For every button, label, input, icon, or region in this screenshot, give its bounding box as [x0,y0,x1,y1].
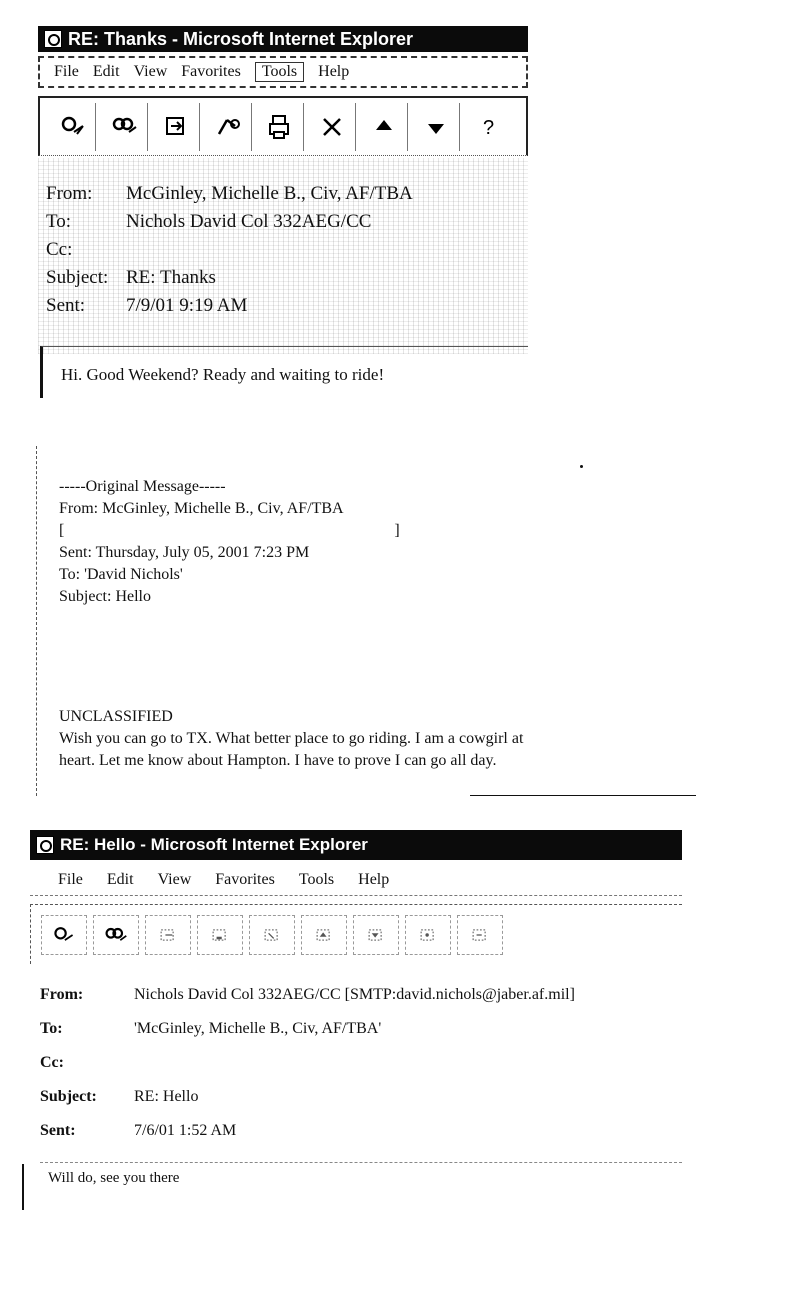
delete-button[interactable] [249,915,295,955]
header-sent-row [46,292,528,320]
cc-label: Cc: [46,239,73,260]
original-message-header: -----Original Message----- [59,478,226,495]
header-cc-row [46,236,528,264]
to-label: To: [40,1020,63,1037]
menu-edit[interactable]: Edit [106,870,134,888]
help-icon [473,112,503,142]
print-button[interactable] [197,915,243,955]
menu-file[interactable]: File [58,870,83,888]
address-book-icon [415,923,441,947]
subject-label: Subject: [46,267,109,288]
reply-icon [51,923,77,947]
print-button[interactable] [256,103,304,151]
internet-explorer-icon [44,30,62,48]
window1-toolbar [38,96,528,156]
menu-help[interactable]: Help [318,63,350,80]
classification: UNCLASSIFIED [59,708,173,725]
original-sent: Sent: Thursday, July 05, 2001 7:23 PM [59,544,310,561]
next-item-icon [363,923,389,947]
reply-all-button[interactable] [93,915,139,955]
sent-value: 7/6/01 1:52 AM [134,1122,237,1139]
window2-body-text: Will do, see you there [48,1170,180,1186]
window2-message-body[interactable] [22,1164,682,1210]
next-item-icon [421,112,451,142]
window1-body-text: Hi. Good Weekend? Ready and waiting to ride! [61,365,385,384]
bracket-close: ] [394,522,400,539]
original-body-line-1: Wish you can go to TX. What better place to go riding. I am a cowgirl at [59,730,524,747]
quoted-original-message [36,446,696,796]
sent-label: Sent: [46,295,86,316]
header-from-row [40,978,682,1012]
scan-speck [580,465,583,468]
reply-button[interactable] [48,103,96,151]
to-value: 'McGinley, Michelle B., Civ, AF/TBA' [134,1020,382,1037]
window2-toolbar [30,904,682,964]
address-book-button[interactable] [405,915,451,955]
window2-menu-bar [30,864,682,896]
forward-icon [161,112,191,142]
menu-tools[interactable]: Tools [255,62,304,82]
header-cc-row [40,1046,682,1080]
from-value: Nichols David Col 332AEG/CC [SMTP:david.nichols@jaber.af.mil] [134,986,575,1003]
subject-label: Subject: [40,1088,97,1105]
menu-edit[interactable]: Edit [92,63,120,80]
cc-label: Cc: [40,1054,64,1071]
from-label: From: [40,986,84,1003]
from-value: McGinley, Michelle B., Civ, AF/TBA [126,183,413,204]
original-from: From: McGinley, Michelle B., Civ, AF/TBA [59,500,344,517]
delete-icon [317,112,347,142]
quoted-underline [470,795,696,796]
help-button[interactable] [464,103,512,151]
reply-icon [57,112,87,142]
menu-help[interactable]: Help [358,870,390,888]
delete-icon [259,923,285,947]
original-subject: Subject: Hello [59,588,151,605]
window1-title-bar[interactable] [38,26,528,52]
help-button[interactable] [457,915,503,955]
sent-label: Sent: [40,1122,76,1139]
subject-value: RE: Thanks [126,267,216,288]
window1-message-body[interactable] [40,346,528,398]
reply-all-button[interactable] [100,103,148,151]
forward-icon [155,923,181,947]
header-separator [40,1162,682,1163]
header-subject-row [40,1080,682,1114]
window1-title: RE: Thanks - Microsoft Internet Explorer [68,29,414,49]
to-label: To: [46,211,72,232]
next-item-button[interactable] [412,103,460,151]
header-sent-row [40,1114,682,1148]
window2-title: RE: Hello - Microsoft Internet Explorer [60,835,368,854]
forward-button[interactable] [145,915,191,955]
print-icon [265,112,295,142]
menu-favorites[interactable]: Favorites [181,63,241,80]
reply-all-icon [109,112,139,142]
reply-flag-icon [213,112,243,142]
subject-value: RE: Hello [134,1088,199,1105]
menu-view[interactable]: View [157,870,192,888]
original-to: To: 'David Nichols' [59,566,183,583]
svg-text:?: ? [483,116,495,139]
print-icon [207,923,233,947]
window1-menu-bar [38,56,528,88]
next-item-button[interactable] [353,915,399,955]
original-body-line-2: heart. Let me know about Hampton. I have to prove I can go all day. [59,752,497,769]
previous-item-icon [311,923,337,947]
header-subject-row [46,264,528,292]
from-label: From: [46,183,93,204]
header-to-row [40,1012,682,1046]
bracket-open: [ [59,522,65,539]
original-address-bracket [59,520,696,542]
forward-button[interactable] [152,103,200,151]
internet-explorer-icon [36,836,54,854]
menu-file[interactable]: File [54,63,79,80]
menu-view[interactable]: View [133,63,168,80]
window2-message-header [30,966,682,1156]
previous-item-icon [369,112,399,142]
help-icon [467,923,493,947]
delete-button[interactable] [308,103,356,151]
sent-value: 7/9/01 9:19 AM [126,295,248,316]
previous-item-button[interactable] [360,103,408,151]
header-to-row [46,208,528,236]
window1-message-header [38,158,528,354]
window2-title-bar[interactable] [30,830,682,860]
previous-item-button[interactable] [301,915,347,955]
to-value: Nichols David Col 332AEG/CC [126,211,372,232]
menu-favorites[interactable]: Favorites [215,870,275,888]
header-from-row [46,180,528,208]
menu-tools[interactable]: Tools [298,870,335,888]
reply-button[interactable] [41,915,87,955]
reply-all-icon [103,923,129,947]
reply-flag-button[interactable] [204,103,252,151]
